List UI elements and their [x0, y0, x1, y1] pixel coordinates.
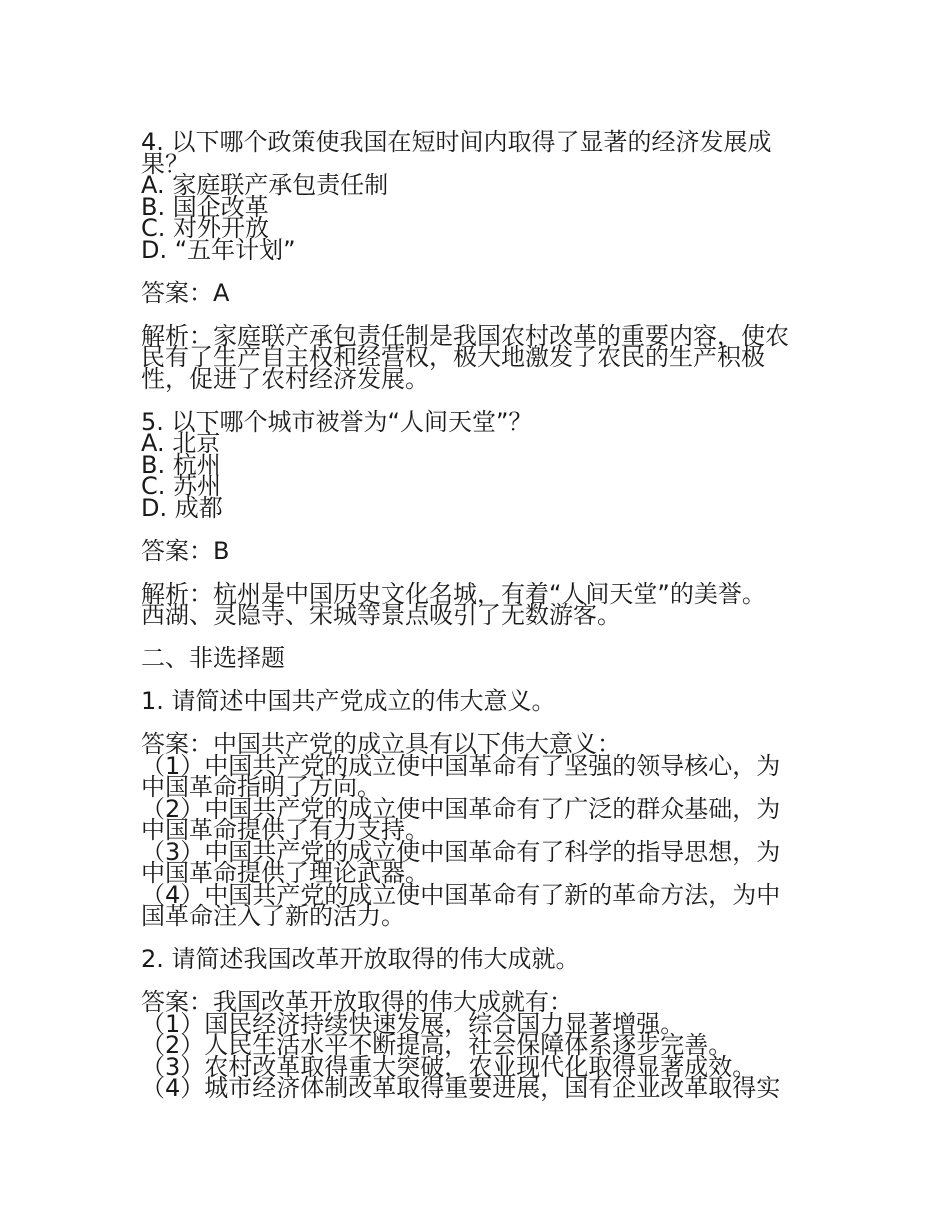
option-b: B. 杭州 [141, 450, 221, 479]
answer-line: 中国革命提供了有力支持。 [141, 816, 429, 844]
answer-line: （4）城市经济体制改革取得重要进展，国有企业改革取得实 [141, 1074, 781, 1102]
answer-line: （1）国民经济持续快速发展，综合国力显著增强。 [141, 1009, 685, 1038]
answer-line: （1）中国共产党的成立使中国革命有了坚强的领导核心，为 [141, 751, 781, 780]
open-question-2-answer [141, 988, 811, 1102]
question-5-answer [141, 536, 811, 565]
analysis-line: 西湖、灵隐寺、宋城等景点吸引了无数游客。 [141, 601, 621, 629]
question-5 [141, 407, 811, 522]
answer-line: 答案：A [141, 278, 230, 307]
answer-line: 答案：中国共产党的成立具有以下伟大意义： [141, 730, 621, 758]
option-c: C. 对外开放 [141, 214, 270, 242]
answer-line: （3）中国共产党的成立使中国革命有了科学的指导思想，为 [141, 837, 781, 866]
answer-line: （3）农村改革取得重大突破，农业现代化取得显著成效。 [141, 1052, 757, 1081]
answer-line: 答案：B [141, 536, 230, 565]
option-d: D. 成都 [141, 493, 223, 522]
question-line: 2. 请简述我国改革开放取得的伟大成就。 [141, 945, 580, 973]
answer-line: （2）中国共产党的成立使中国革命有了广泛的群众基础，为 [141, 794, 781, 823]
answer-line: 中国革命提供了理论武器。 [141, 859, 429, 887]
question-4-line: 果？ [141, 149, 189, 178]
answer-line: 国革命注入了新的活力。 [141, 902, 405, 930]
answer-line: （4）中国共产党的成立使中国革命有了新的革命方法，为中 [141, 880, 781, 909]
open-question-1-answer [141, 730, 811, 930]
option-d: D. “五年计划” [141, 235, 296, 264]
question-4-analysis [141, 321, 811, 393]
question-5-line: 5. 以下哪个城市被誉为“人间天堂”？ [141, 407, 533, 436]
question-4-line: 4. 以下哪个政策使我国在短时间内取得了显著的经济发展成 [141, 128, 772, 156]
question-4-answer [141, 278, 811, 307]
option-a: A. 北京 [141, 429, 221, 457]
option-a: A. 家庭联产承包责任制 [141, 171, 389, 199]
section-heading [141, 644, 811, 672]
option-b: B. 国企改革 [141, 192, 269, 221]
answer-line: （2）人民生活水平不断提高，社会保障体系逐步完善。 [141, 1031, 733, 1059]
analysis-line: 性，促进了农村经济发展。 [141, 364, 429, 393]
analysis-line: 民有了生产自主权和经营权，极大地激发了农民的生产积极 [141, 343, 765, 371]
open-question-2 [141, 945, 811, 973]
option-c: C. 苏州 [141, 472, 222, 500]
analysis-line: 解析：家庭联产承包责任制是我国农村改革的重要内容，使农 [141, 321, 789, 350]
answer-line: 中国革命指明了方向。 [141, 773, 381, 801]
analysis-line: 解析：杭州是中国历史文化名城，有着“人间天堂”的美誉。 [141, 579, 766, 608]
question-4 [141, 128, 811, 264]
section-title: 二、非选择题 [141, 644, 285, 672]
answer-line: 答案：我国改革开放取得的伟大成就有： [141, 988, 573, 1016]
open-question-1 [141, 687, 811, 715]
document-content [141, 128, 811, 1121]
question-5-analysis [141, 579, 811, 629]
question-line: 1. 请简述中国共产党成立的伟大意义。 [141, 687, 556, 715]
